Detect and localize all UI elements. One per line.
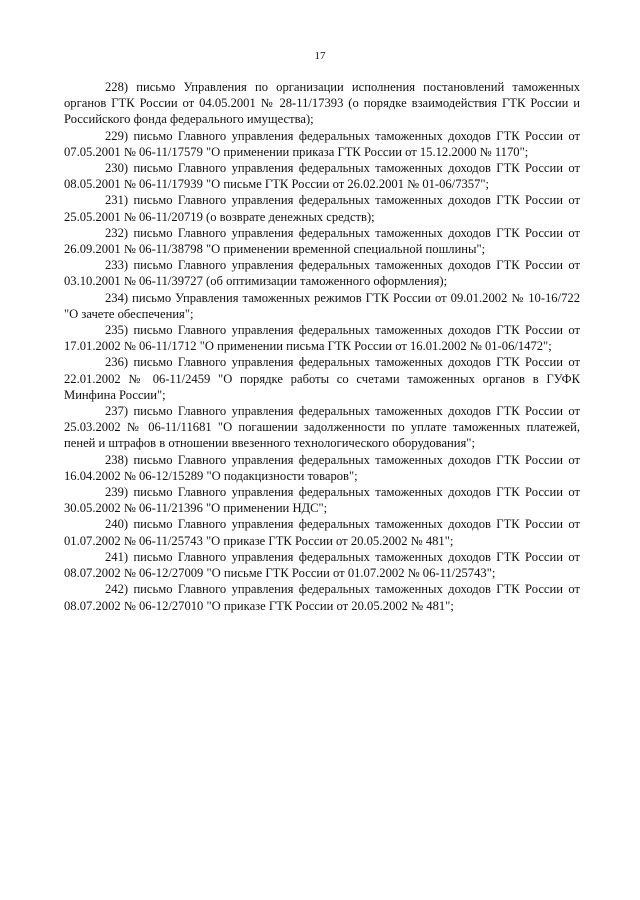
list-item: 231) письмо Главного управления федеральных таможенных доходов ГТК России от 25.05.2001 № 06-11/20719 (о возврате денежных средств); <box>64 193 580 224</box>
list-item: 230) письмо Главного управления федеральных таможенных доходов ГТК России от 08.05.2001 № 06-11/17939 "О письме ГТК России от 26.02.2001 № 01-06/7357"; <box>64 161 580 192</box>
document-body <box>64 79 580 614</box>
list-item: 241) письмо Главного управления федеральных таможенных доходов ГТК России от 08.07.2002 № 06-12/27009 "О письме ГТК России от 01.07.2002 № 06-11/25743"; <box>64 549 580 581</box>
list-item: 232) письмо Главного управления федеральных таможенных доходов ГТК России от 26.09.2001 № 06-11/38798 "О применении временной специальной пошлины"; <box>64 225 580 257</box>
list-item: 238) письмо Главного управления федеральных таможенных доходов ГТК России от 16.04.2002 № 06-12/15289 "О подакцизности товаров"; <box>64 452 580 483</box>
list-item: 236) письмо Главного управления федеральных таможенных доходов ГТК России от 22.01.2002 № 06-11/2459 "О порядке работы со счетами таможенных органов в ГУФК Минфина России"; <box>64 355 580 402</box>
list-item: 242) письмо Главного управления федеральных таможенных доходов ГТК России от 08.07.2002 № 06-12/27010 "О приказе ГТК России от 20.05.2002 № 481"; <box>64 582 580 613</box>
list-item: 229) письмо Главного управления федеральных таможенных доходов ГТК России от 07.05.2001 № 06-11/17579 "О применении приказа ГТК России от 15.12.2000 № 1170"; <box>64 128 580 159</box>
list-item: 240) письмо Главного управления федеральных таможенных доходов ГТК России от 01.07.2002 № 06-11/25743 "О приказе ГТК России от 20.05.2002 № 481"; <box>64 517 580 548</box>
list-item: 228) письмо Управления по организации исполнения постановлений таможенных органов ГТК России от 04.05.2001 № 28-11/17393 (о порядке взаимодействия ГТК России и Российского фонда федерального имущества); <box>64 80 580 127</box>
list-item: 234) письмо Управления таможенных режимов ГТК России от 09.01.2002 № 10-16/722 "О зачете обеспечения"; <box>64 290 580 321</box>
list-item: 237) письмо Главного управления федеральных таможенных доходов ГТК России от 25.03.2002 № 06-11/11681 "О погашении задолженности по уплате таможенных платежей, пеней и штрафов в отношении ввезенного технологического оборудования"; <box>64 404 580 451</box>
page-number: 17 <box>314 50 326 62</box>
list-item: 235) письмо Главного управления федеральных таможенных доходов ГТК России от 17.01.2002 № 06-11/1712 "О применении письма ГТК России от 16.01.2002 № 01-06/1472"; <box>64 323 580 354</box>
list-item: 233) письмо Главного управления федеральных таможенных доходов ГТК России от 03.10.2001 № 06-11/39727 (об оптимизации таможенного оформления); <box>64 258 580 289</box>
list-item: 239) письмо Главного управления федеральных таможенных доходов ГТК России от 30.05.2002 № 06-11/21396 "О применении НДС"; <box>64 485 580 516</box>
